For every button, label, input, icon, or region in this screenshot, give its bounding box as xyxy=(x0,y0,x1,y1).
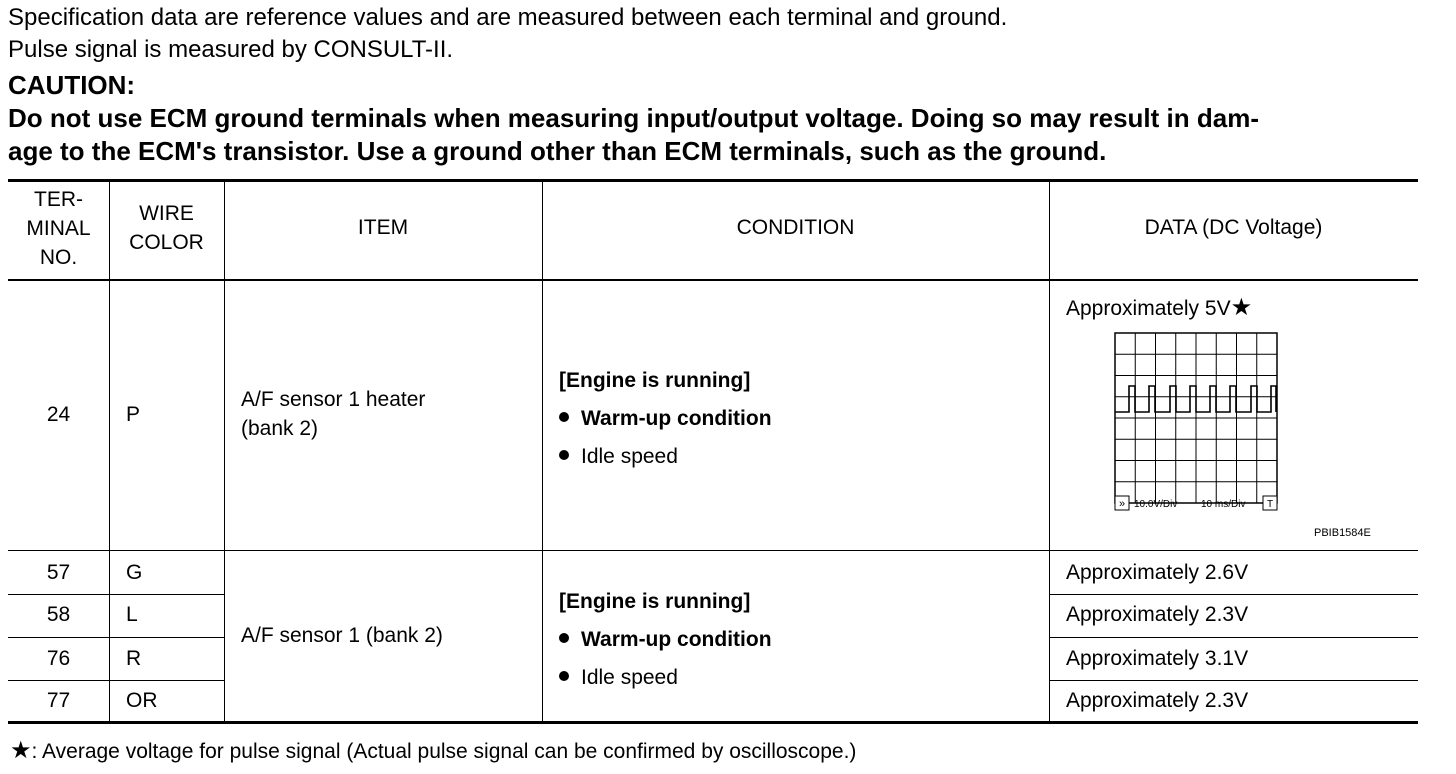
intro-line-1: Specification data are reference values and are measured between each terminal and ground. xyxy=(8,4,1008,31)
group2-condition-header: [Engine is running] xyxy=(559,590,751,613)
caution-text xyxy=(8,102,1418,168)
row5-wire: OR xyxy=(126,689,158,712)
row1-item-line: (bank 2) xyxy=(241,417,319,440)
col-divider xyxy=(224,182,225,721)
row4-wire: R xyxy=(126,647,142,670)
row1-bottom-rule xyxy=(8,550,1418,551)
col-divider xyxy=(109,182,110,721)
row3-wire: L xyxy=(126,603,138,626)
row1-data xyxy=(1066,293,1252,323)
row-divider xyxy=(8,637,224,638)
group2-condition-bullet xyxy=(559,659,772,697)
intro-line-2: Pulse signal is measured by CONSULT-II. xyxy=(8,36,454,63)
star-icon: ★ xyxy=(10,737,32,764)
group2-item: A/F sensor 1 (bank 2) xyxy=(241,624,443,647)
row5-data: Approximately 2.3V xyxy=(1066,689,1249,712)
row-divider xyxy=(1049,680,1418,681)
row-divider xyxy=(1049,637,1418,638)
bullet-icon xyxy=(559,671,569,681)
bullet-icon xyxy=(559,412,569,422)
row4-terminal: 76 xyxy=(46,647,71,670)
scope-volt-div: 10.0V/Div xyxy=(1134,499,1178,510)
footnote xyxy=(10,736,856,765)
row2-data: Approximately 2.6V xyxy=(1066,561,1249,584)
bullet-icon xyxy=(559,450,569,460)
row1-item xyxy=(241,385,425,443)
caution-line-2: age to the ECM's transistor. Use a ground other than ECM terminals, such as the ground. xyxy=(8,136,1107,166)
caution-title: CAUTION: xyxy=(8,70,136,100)
header-wire-line: WIRE xyxy=(139,202,194,225)
row3-terminal: 58 xyxy=(46,603,71,626)
row1-terminal: 24 xyxy=(46,403,71,426)
header-terminal-line: NO. xyxy=(39,246,78,269)
header-item: ITEM xyxy=(357,216,409,239)
col-divider xyxy=(542,182,543,721)
row2-terminal: 57 xyxy=(46,561,71,584)
col-divider xyxy=(1049,182,1050,721)
row5-terminal: 77 xyxy=(46,689,71,712)
bullet-text: Warm-up condition xyxy=(581,628,772,651)
header-wire-line: COLOR xyxy=(129,231,204,254)
row-divider xyxy=(1049,594,1418,595)
scope-grid xyxy=(1115,333,1277,503)
row1-item-line: A/F sensor 1 heater xyxy=(241,388,426,411)
star-icon: ★ xyxy=(1230,294,1253,321)
row1-condition-header: [Engine is running] xyxy=(559,369,751,392)
figure-id: PBIB1584E xyxy=(1314,527,1371,539)
row-divider xyxy=(8,594,224,595)
caution-line-1: Do not use ECM ground terminals when measuring input/output voltage. Doing so may result in dam- xyxy=(8,103,1259,133)
header-bottom-rule xyxy=(8,279,1418,281)
group2-condition-bullet xyxy=(559,621,772,659)
footnote-text: : Average voltage for pulse signal (Actual pulse signal can be confirmed by oscilloscope.) xyxy=(31,740,857,763)
oscilloscope-waveform xyxy=(1110,328,1410,542)
scope-time-div: 10 ms/Div xyxy=(1201,499,1246,510)
header-terminal xyxy=(8,185,109,272)
row-divider xyxy=(8,680,224,681)
header-condition: CONDITION xyxy=(736,216,855,239)
row1-condition xyxy=(559,362,772,476)
row1-data-text: Approximately 5V xyxy=(1066,297,1231,320)
row1-condition-bullet xyxy=(559,400,772,438)
row1-wire: P xyxy=(126,403,141,426)
row1-condition-bullet xyxy=(559,438,772,476)
header-terminal-line: TER- xyxy=(34,188,83,211)
bullet-text: Idle speed xyxy=(581,445,678,468)
table-bottom-rule xyxy=(8,721,1418,724)
scope-left-icon: » xyxy=(1118,498,1126,510)
table-top-rule xyxy=(8,179,1418,182)
intro-text xyxy=(8,2,1007,66)
scope-right-icon: T xyxy=(1266,499,1274,510)
row3-data: Approximately 2.3V xyxy=(1066,603,1249,626)
pulse-signal-trace xyxy=(1115,386,1276,412)
row2-wire: G xyxy=(126,561,143,584)
row4-data: Approximately 3.1V xyxy=(1066,647,1249,670)
bullet-icon xyxy=(559,633,569,643)
group2-condition xyxy=(559,583,772,697)
bullet-text: Idle speed xyxy=(581,666,678,689)
bullet-text: Warm-up condition xyxy=(581,407,772,430)
header-wire-color xyxy=(109,199,224,257)
header-data: DATA (DC Voltage) xyxy=(1144,216,1323,239)
header-terminal-line: MINAL xyxy=(26,217,91,240)
